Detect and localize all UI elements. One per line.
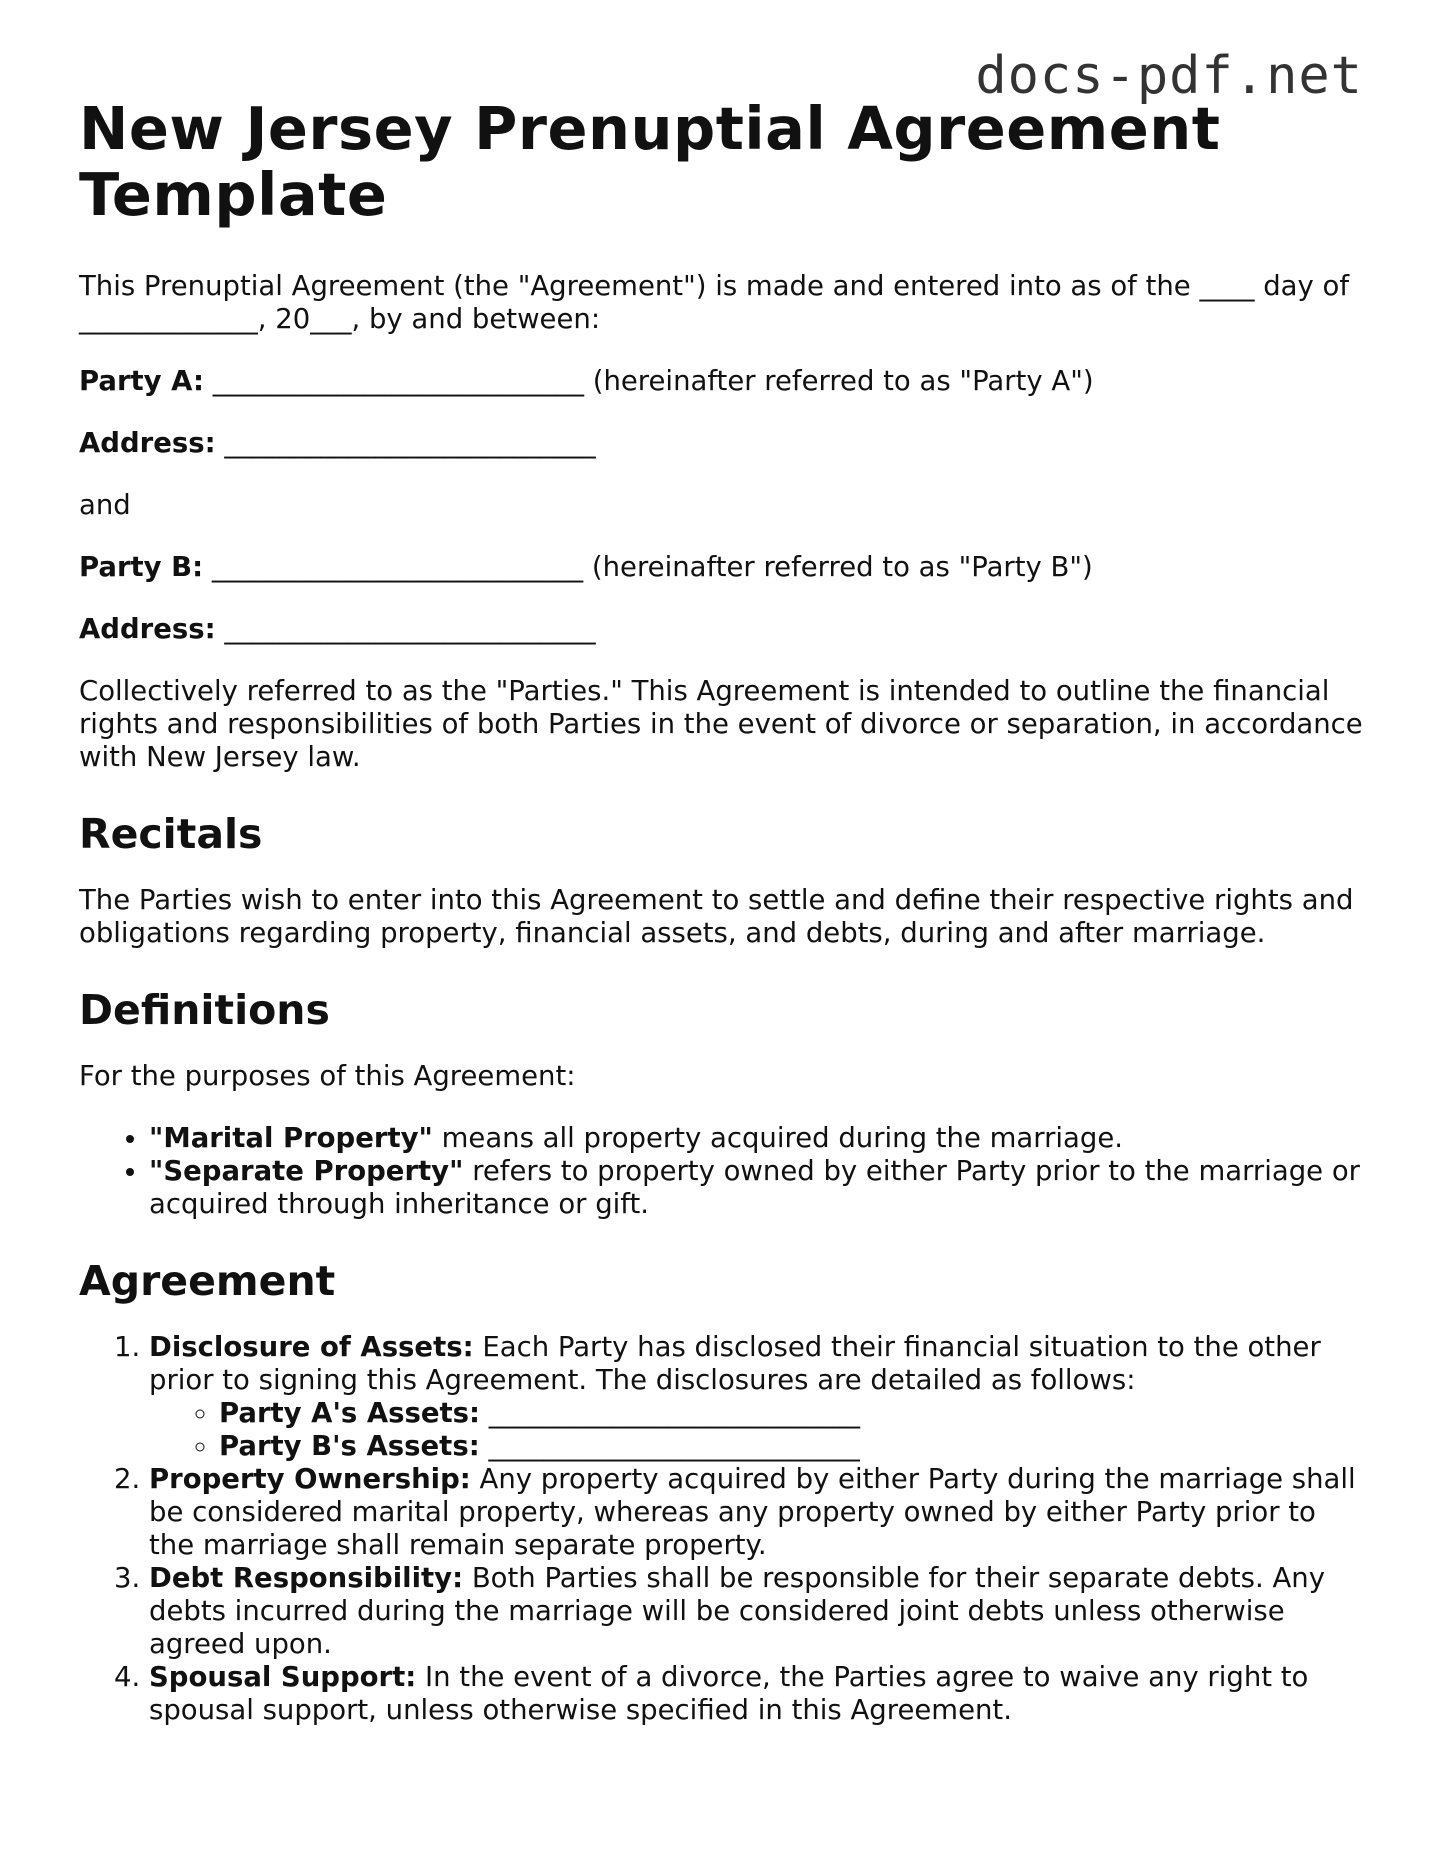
clause-term: Property Ownership: — [149, 1463, 471, 1495]
list-item — [149, 1155, 1369, 1221]
clause-text: In the event of a divorce, the Parties agree to waive any right to spousal support, unless otherwise specified in this Agreement. — [149, 1661, 1309, 1726]
asset-label: Party A's Assets: — [219, 1397, 481, 1429]
document-page — [79, 96, 1369, 1727]
clause-text: Any property acquired by either Party during the marriage shall be considered marital property, whereas any property owned by either Party prior to the marriage shall remain separate property. — [149, 1463, 1356, 1561]
asset-label: Party B's Assets: — [219, 1430, 480, 1462]
definition-text: refers to property owned by either Party prior to the marriage or acquired through inheritance or gift. — [149, 1155, 1360, 1220]
watermark: docs-pdf.net — [975, 46, 1363, 106]
party-a-label: Party A: — [79, 365, 204, 397]
definition-term: "Separate Property" — [149, 1155, 464, 1187]
party-b-line — [79, 551, 1369, 584]
assets-list — [149, 1397, 1369, 1463]
address-b-line — [79, 613, 1369, 646]
clause-term: Disclosure of Assets: — [149, 1331, 474, 1363]
agreement-list — [79, 1331, 1369, 1727]
address-b-label: Address: — [79, 613, 216, 645]
intro-paragraph: This Prenuptial Agreement (the "Agreement") is made and entered into as of the ____ day of _____________, 20___, by and between: — [79, 270, 1350, 335]
asset-value: ___________________________ — [488, 1430, 860, 1462]
recitals-heading: Recitals — [79, 810, 263, 858]
definitions-list — [79, 1122, 1369, 1221]
party-a-value: ___________________________ (hereinafter referred to as "Party A") — [212, 365, 1094, 397]
party-a-line — [79, 365, 1369, 398]
clause-term: Debt Responsibility: — [149, 1562, 464, 1594]
address-a-line — [79, 427, 1369, 460]
party-b-label: Party B: — [79, 551, 204, 583]
address-a-value: ___________________________ — [224, 427, 596, 459]
list-item — [149, 1122, 1369, 1155]
collective-paragraph: Collectively referred to as the "Parties." This Agreement is intended to outline the financial rights and responsibilities of both Parties in the event of divorce or separation, in accordance with New Jersey law. — [79, 675, 1363, 773]
clause-term: Spousal Support: — [149, 1661, 417, 1693]
list-item — [149, 1331, 1369, 1463]
definition-term: "Marital Property" — [149, 1122, 433, 1154]
list-item — [149, 1661, 1369, 1727]
asset-value: ___________________________ — [488, 1397, 861, 1429]
and-text: and — [79, 489, 131, 521]
list-item — [149, 1463, 1369, 1562]
list-item — [219, 1397, 1369, 1430]
address-a-label: Address: — [79, 427, 216, 459]
definition-text: means all property acquired during the marriage. — [441, 1122, 1124, 1154]
recitals-text: The Parties wish to enter into this Agreement to settle and define their respective rights and obligations regarding property, financial assets, and debts, during and after marriage. — [79, 884, 1354, 949]
definitions-intro: For the purposes of this Agreement: — [79, 1060, 576, 1092]
list-item — [149, 1562, 1369, 1661]
document-title: New Jersey Prenuptial Agreement Template — [79, 94, 1221, 229]
agreement-heading: Agreement — [79, 1257, 336, 1305]
list-item — [219, 1430, 1369, 1463]
party-b-value: ___________________________ (hereinafter referred to as "Party B") — [211, 551, 1093, 583]
address-b-value: ___________________________ — [224, 613, 596, 645]
clause-text: Each Party has disclosed their financial situation to the other prior to signing this Agreement. The disclosures are detailed as follows: — [149, 1331, 1321, 1396]
clause-text: Both Parties shall be responsible for their separate debts. Any debts incurred during the marriage will be considered joint debts unless otherwise agreed upon. — [149, 1562, 1325, 1660]
definitions-heading: Definitions — [79, 986, 330, 1034]
